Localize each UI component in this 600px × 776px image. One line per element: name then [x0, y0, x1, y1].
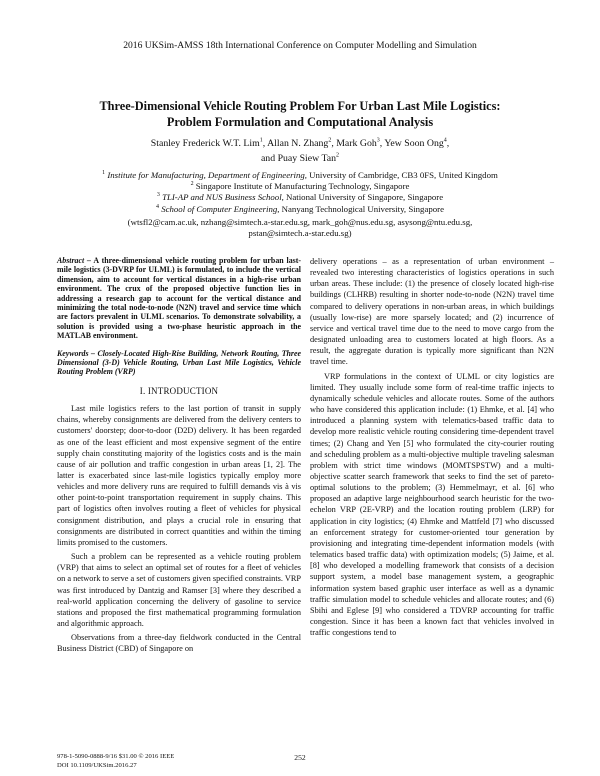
author-name: Mark Goh: [336, 138, 377, 149]
body-paragraph: Observations from a three-day fieldwork conducted in the Central Business District (CBD) of Singapore on: [57, 633, 301, 654]
authors-line-1: Stanley Frederick W.T. Lim$^1$, Allan N. Zhang$^2$, Mark Goh$^3$, Yew Soon Ong$^4$,: [150, 137, 450, 149]
author-name: Puay Siew Tan: [277, 153, 337, 164]
section-heading: I. INTRODUCTION: [139, 385, 219, 396]
author-list: [40, 136, 560, 166]
body-paragraph: Last mile logistics refers to the last portion of transit in supply chains, whereby consignments are delivered from the delivery centers to customers' doorstep; door-to-door (D2D) delivery. It has been regarded as one of the least efficient and most expensive segment of the entire supply chain constituting majority of the logistics costs and is the main cause of air pollution and traffic congestion in urban areas [1, 2]. The latter is exacerbated since last-mile logistics typically employ more vehicles and more delivery runs are required to fulfill demands vis à vis other point-to-point transportation requirement in supply chains. This part of logistics often involves routing a fleet of vehicles for physical consignment distribution, and plays a crucial role in ensuring that consignments are distributed in correct quantities and within the timing limits promised to the customers.: [57, 404, 301, 547]
affiliations: [30, 170, 570, 239]
abstract: [57, 256, 301, 341]
authors-line-2: and Puay Siew Tan$^2$: [260, 152, 340, 164]
body-paragraph: delivery operations – as a representation of urban environment – revealed two interesting characteristics of logistics operations in such urban areas. These include: (1) the presence of closely located high-rise buildings (CLHRB) resulting in shorter node-to-node (N2N) travel time compared to delivery operations in non-urban areas, in which buildings (usually low-rise) are more sparsely located; and (2) incurrence of service and vertical travel time due to the need to move cargo from the designated unloading area to customers located at high floors. As a result, the aggregate duration is typically more significant than N2N travel time.: [310, 257, 554, 367]
left-column: [57, 256, 301, 654]
affiliation-line: $^4$ School of Computer Engineering, Nanyang Technological University, Singapore: [156, 203, 444, 214]
body-paragraph: Such a problem can be represented as a vehicle routing problem (VRP) that aims to select an optimal set of routes for a fleet of vehicles on a network to serve a set of customers given specified constraints. VRP was first introduced by Dantzig and Ramser [3] where they described a real-world application concerning the delivery of gasoline to service stations and proposed the first mathematical programming formulation and algorithmic approach.: [57, 552, 301, 628]
affiliation-line: $^1$ Institute for Manufacturing, Department of Engineering, University of Cambridge, CB3 0FS, United Kingdom: [102, 170, 498, 180]
footer-doi: DOI 10.1109/UKSim.2016.27: [57, 761, 137, 769]
abstract-text: A three-dimensional vehicle routing problem for urban last-mile logistics (3-DVRP for ULML) is formulated, to include the vertical dimension, aim to account for vertical distances in a high-rise urban environment. The crux of the proposed objective function lies in addressing a research gap to account for the vertical distance and minimizing the total node-to-node (N2N) travel and service time which are factors prevalent in ULML scenarios. To demonstrate solvability, a solution is provided using a two-phase heuristic approach in the MATLAB environment.: [57, 256, 301, 341]
author-affil-mark: 4: [443, 137, 447, 144]
author-affil-mark: 2: [336, 152, 340, 159]
author-name: Allan N. Zhang: [267, 138, 329, 149]
paper-title: [40, 98, 560, 130]
author-name: Yew Soon Ong: [384, 138, 444, 149]
author-name: Stanley Frederick W.T. Lim: [150, 138, 260, 149]
title-line-1: Three-Dimensional Vehicle Routing Problem For Urban Last Mile Logistics:: [99, 99, 501, 113]
affiliation-line: $^3$ TLI-AP and NUS Business School, National University of Singapore, Singapore: [156, 192, 444, 203]
keywords: Keywords – Closely-Located High-Rise Building, Network Routing, Three Dimensional (3-D) Vehicle Routing, Urban Last Mile Logistics, Vehicle Routing Problem (VRP): [57, 348, 301, 377]
affiliation-line: $^2$ Singapore Institute of Manufacturing Technology, Singapore: [190, 181, 410, 192]
author-affil-mark: 1: [259, 137, 263, 144]
author-affil-mark: 3: [376, 137, 380, 144]
abstract-label: Abstract –: [57, 256, 91, 265]
right-column: [310, 256, 554, 638]
conference-header: 2016 UKSim-AMSS 18th International Conference on Computer Modelling and Simulation: [123, 40, 477, 51]
title-line-2: Problem Formulation and Computational Analysis: [166, 115, 434, 129]
body-paragraph: VRP formulations in the context of ULML or city logistics are limited. They usually include some form of real-time traffic injects to dynamically schedule vehicles and allocate routes. Some of the authors who have considered this application include: (1) Ehmke, et al. [4] who introduced a planning system with telematics-based traffic data to develop more realistic vehicle routing considering time-dependent travel times; (2) Chang and Yen [5] who formulated the city-courier routing and scheduling problem as a multi-objective multiple traveling salesman problem with strict time windows (MOMTSPSTW) and a multi-objective scatter search framework that seeks to find the set of pareto-optimal solutions to the problem; (3) Hemmelmayr, et al. [6] who proposed an adaptive large neighbourhood search heuristic for the two-echelon VRP (2E-VRP) and the location routing problem (LRP) for application in city logistics; (4) Ehmke and Mattfeld [7] who discussed an enforcement strategy for customer-oriented tour generation by provisioning and integrating time-dependent information models (with telematics based traffic data) with optimization models; (5) Jaime, et al. [8] who developed a modelling framework that consists of a decision support system, a model base management system, a geographic information system based graphic user interface as well as a dynamic traffic simulation model to schedule vehicles and allocate routes; and (6) Sbihi and Eglese [9] who considered a TDVRP accounting for traffic congestion. Since it has been a known fact that vehicles involved in traffic congestions tend to: [310, 371, 554, 638]
author-affil-mark: 2: [328, 137, 332, 144]
email-line: pstan@simtech.a-star.edu.sg): [248, 228, 352, 239]
email-line: (wtsfl2@cam.ac.uk, nzhang@simtech.a-star.edu.sg, mark_goh@nus.edu.sg, asysong@ntu.edu.sg,: [127, 216, 473, 227]
page-number: 252: [294, 753, 306, 762]
footer-isbn: 978-1-5090-0888-9/16 $31.00 © 2016 IEEE: [57, 753, 175, 760]
